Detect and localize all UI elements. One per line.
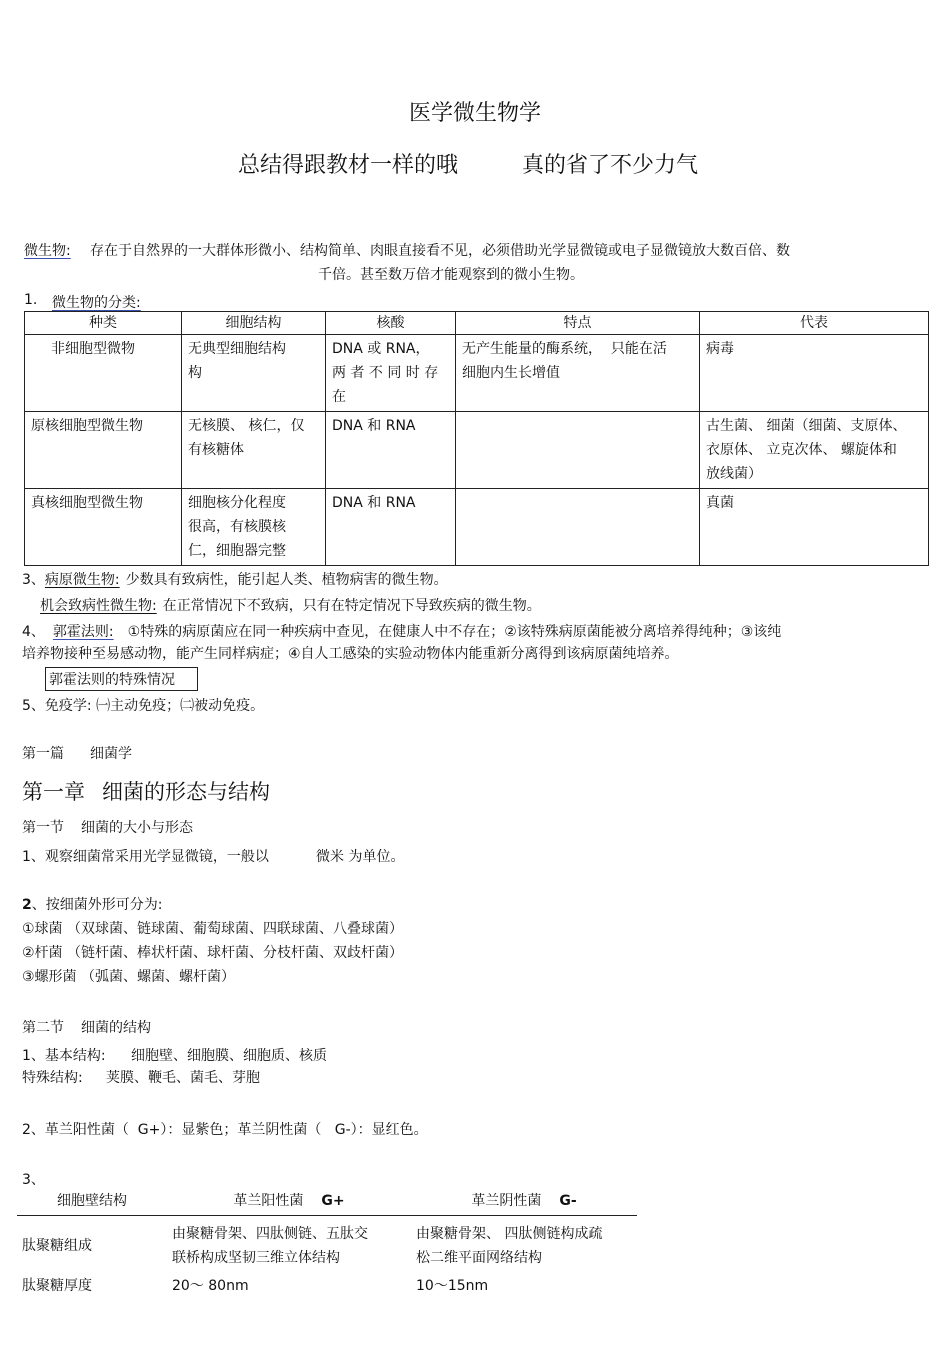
item5-line: 5、免疫学: ㈠主动免疫；㈡被动免疫。 [22, 698, 265, 714]
page-title: 医学微生物学 [408, 101, 541, 126]
item4-box: 郭霍法则的特殊情况 [45, 667, 198, 691]
cell-line: 两 者 不 同 时 存 [332, 365, 439, 381]
item3b-term: 机会致病性微生物: [40, 598, 157, 614]
cell-line: 无产生能量的酶系统， 只能在活 [462, 341, 667, 357]
list-item: ③螺形菌 （弧菌、螺菌、螺杆菌） [22, 969, 236, 985]
cell-feature [456, 412, 700, 489]
table-row [17, 1272, 637, 1300]
cell-line: 由聚糖骨架、四肽侧链、五肽交 [172, 1226, 368, 1242]
item3-prefix: 3、 [22, 572, 45, 588]
item3-term: 病原微生物: [44, 572, 120, 588]
cell-line: DNA 和 RNA [332, 418, 416, 434]
table-row [25, 412, 929, 489]
table-row [25, 489, 929, 566]
cell-line: 放线菌） [706, 466, 762, 482]
cell-example [700, 489, 929, 566]
chapter1-number: 第一章 [22, 780, 85, 804]
sec1-item2-text: 、按细菌外形可分为: [31, 897, 163, 913]
cell-structure [182, 489, 326, 566]
cell-gpos [167, 1272, 411, 1300]
cell-line: 无典型细胞结构 [188, 341, 286, 357]
list-item: ①球菌 （双球菌、链球菌、葡萄球菌、四联球菌、八叠球菌） [22, 921, 403, 937]
header-cell: 细胞壁结构 [17, 1187, 167, 1216]
table-header-row [17, 1187, 637, 1216]
sec1-item2-number: 2 [22, 897, 32, 913]
item4-line1 [22, 621, 781, 641]
item4-term: 郭霍法则: [52, 624, 114, 640]
header-cell: 代表 [700, 312, 929, 335]
sec1-item1-unit: 微米 为单位。 [316, 849, 405, 865]
cell-type: 真核细胞型微生物 [25, 489, 182, 566]
sec2-item1-label2: 特殊结构: [22, 1070, 83, 1086]
cell-wall-table [17, 1187, 637, 1300]
section1-label: 微生物的分类: [52, 295, 141, 311]
item3b-text: 在正常情况下不致病，只有在特定情况下导致疾病的微生物。 [162, 598, 541, 614]
cell-line: 构 [188, 365, 202, 381]
sec1-item1-text: 1、观察细菌常采用光学显微镜，一般以 [22, 849, 269, 865]
definition-line2: 千倍。甚至数万倍才能观察到的微小生物。 [318, 267, 584, 283]
cell-feature [456, 335, 700, 412]
cell-line: 联桥构成坚韧三维立体结构 [172, 1250, 340, 1266]
section-heading-1-number: 第一节 [22, 820, 64, 836]
header-cell: 种类 [25, 312, 182, 335]
sec2-item2-line: 2、革兰阳性菌（ G+）：显紫色；革兰阴性菌（ G-）：显红色。 [22, 1122, 428, 1138]
item3b-line [40, 595, 541, 615]
cell-acid [326, 335, 456, 412]
table-row [25, 335, 929, 412]
header-cell: 特点 [456, 312, 700, 335]
header-cell [167, 1187, 411, 1216]
sec2-item3-line: 3、 [22, 1172, 45, 1188]
cell-structure [182, 412, 326, 489]
header-cell: 核酸 [326, 312, 456, 335]
cell-line: 松二维平面网络结构 [416, 1250, 542, 1266]
cell-line: 病毒 [706, 341, 734, 357]
list-item: ②杆菌 （链杆菌、棒状杆菌、球杆菌、分枝杆菌、双歧杆菌） [22, 945, 403, 961]
cell-line: 仁，细胞器完整 [188, 543, 286, 559]
classification-table [24, 311, 929, 566]
chapter1-name: 细菌的形态与结构 [102, 780, 270, 804]
cell-line: 在 [332, 389, 346, 405]
cell-structure [182, 335, 326, 412]
header-cell: 细胞结构 [182, 312, 326, 335]
cell-acid [326, 412, 456, 489]
section-heading-2-name: 细菌的结构 [81, 1020, 151, 1036]
header-cell [411, 1187, 637, 1216]
cell-line: 真菌 [706, 495, 734, 511]
cell-line: 有核糖体 [188, 442, 244, 458]
page-subtitle-right: 真的省了不少力气 [522, 153, 699, 178]
page-subtitle-left: 总结得跟教材一样的哦 [238, 153, 459, 178]
section1-number: 1. [24, 292, 38, 308]
cell-name: 肽聚糖厚度 [22, 1278, 92, 1294]
item4-line2: 培养物接种至易感动物，能产生同样病症；④自人工感染的实验动物体内能重新分离得到该病原菌纯培养。 [22, 646, 679, 662]
header-cell-label: G- [559, 1193, 577, 1209]
header-cell-label: 革兰阳性菌 [233, 1193, 304, 1209]
item3-text: 少数具有致病性，能引起人类、植物病害的微生物。 [125, 572, 448, 588]
table-header-row [25, 312, 929, 335]
section-heading-2-number: 第二节 [22, 1020, 64, 1036]
sec2-item1-value: 细胞壁、细胞膜、细胞质、核质 [131, 1048, 327, 1064]
section-heading-1-name: 细菌的大小与形态 [81, 820, 193, 836]
sec1-item2-heading [22, 894, 162, 914]
cell-line: 衣原体、 立克次体、 螺旋体和 [706, 442, 897, 458]
cell-type: 非细胞型微物 [25, 335, 182, 412]
cell-line: 由聚糖骨架、 四肽侧链构成疏 [416, 1226, 603, 1242]
cell-gpos [167, 1216, 411, 1273]
cell-line: 无核膜、 核仁，仅 [188, 418, 305, 434]
definition-line1: 存在于自然界的一大群体形微小、结构简单、肉眼直接看不见，必须借助光学显微镜或电子显微镜放大数百倍、数 [90, 243, 790, 259]
cell-type: 原核细胞型微生物 [25, 412, 182, 489]
item4-prefix: 4、 [22, 624, 45, 640]
item4-text: ①特殊的病原菌应在同一种疾病中查见，在健康人中不存在；②该特殊病原菌能被分离培养得纯种；③该纯 [127, 624, 782, 640]
item3-line [22, 569, 448, 589]
cell-line: 细胞核分化程度 [188, 495, 286, 511]
part1-number: 第一篇 [22, 746, 64, 762]
header-cell-label: 革兰阴性菌 [471, 1193, 542, 1209]
cell-gneg [411, 1216, 637, 1273]
cell-line: 古生菌、 细菌（细菌、支原体、 [706, 418, 907, 434]
part1-name: 细菌学 [90, 746, 132, 762]
cell-example [700, 335, 929, 412]
sec2-item1-value2: 荚膜、鞭毛、菌毛、芽胞 [106, 1070, 260, 1086]
cell-acid [326, 489, 456, 566]
cell-example [700, 412, 929, 489]
cell-name: 肽聚糖组成 [22, 1238, 92, 1254]
cell-line: 很高，有核膜核 [188, 519, 286, 535]
cell-line: DNA 或 RNA， [332, 341, 430, 357]
cell-gneg [411, 1272, 637, 1300]
cell-line: 10～15nm [416, 1278, 489, 1294]
cell-line: DNA 和 RNA [332, 495, 416, 511]
header-cell-label: G+ [321, 1193, 345, 1209]
cell-line: 细胞内生长增值 [462, 365, 560, 381]
cell-feature [456, 489, 700, 566]
sec2-item1-label: 1、基本结构: [22, 1048, 106, 1064]
cell-line: 20～ 80nm [172, 1278, 249, 1294]
definition-term: 微生物: [24, 243, 71, 259]
table-row [17, 1216, 637, 1273]
